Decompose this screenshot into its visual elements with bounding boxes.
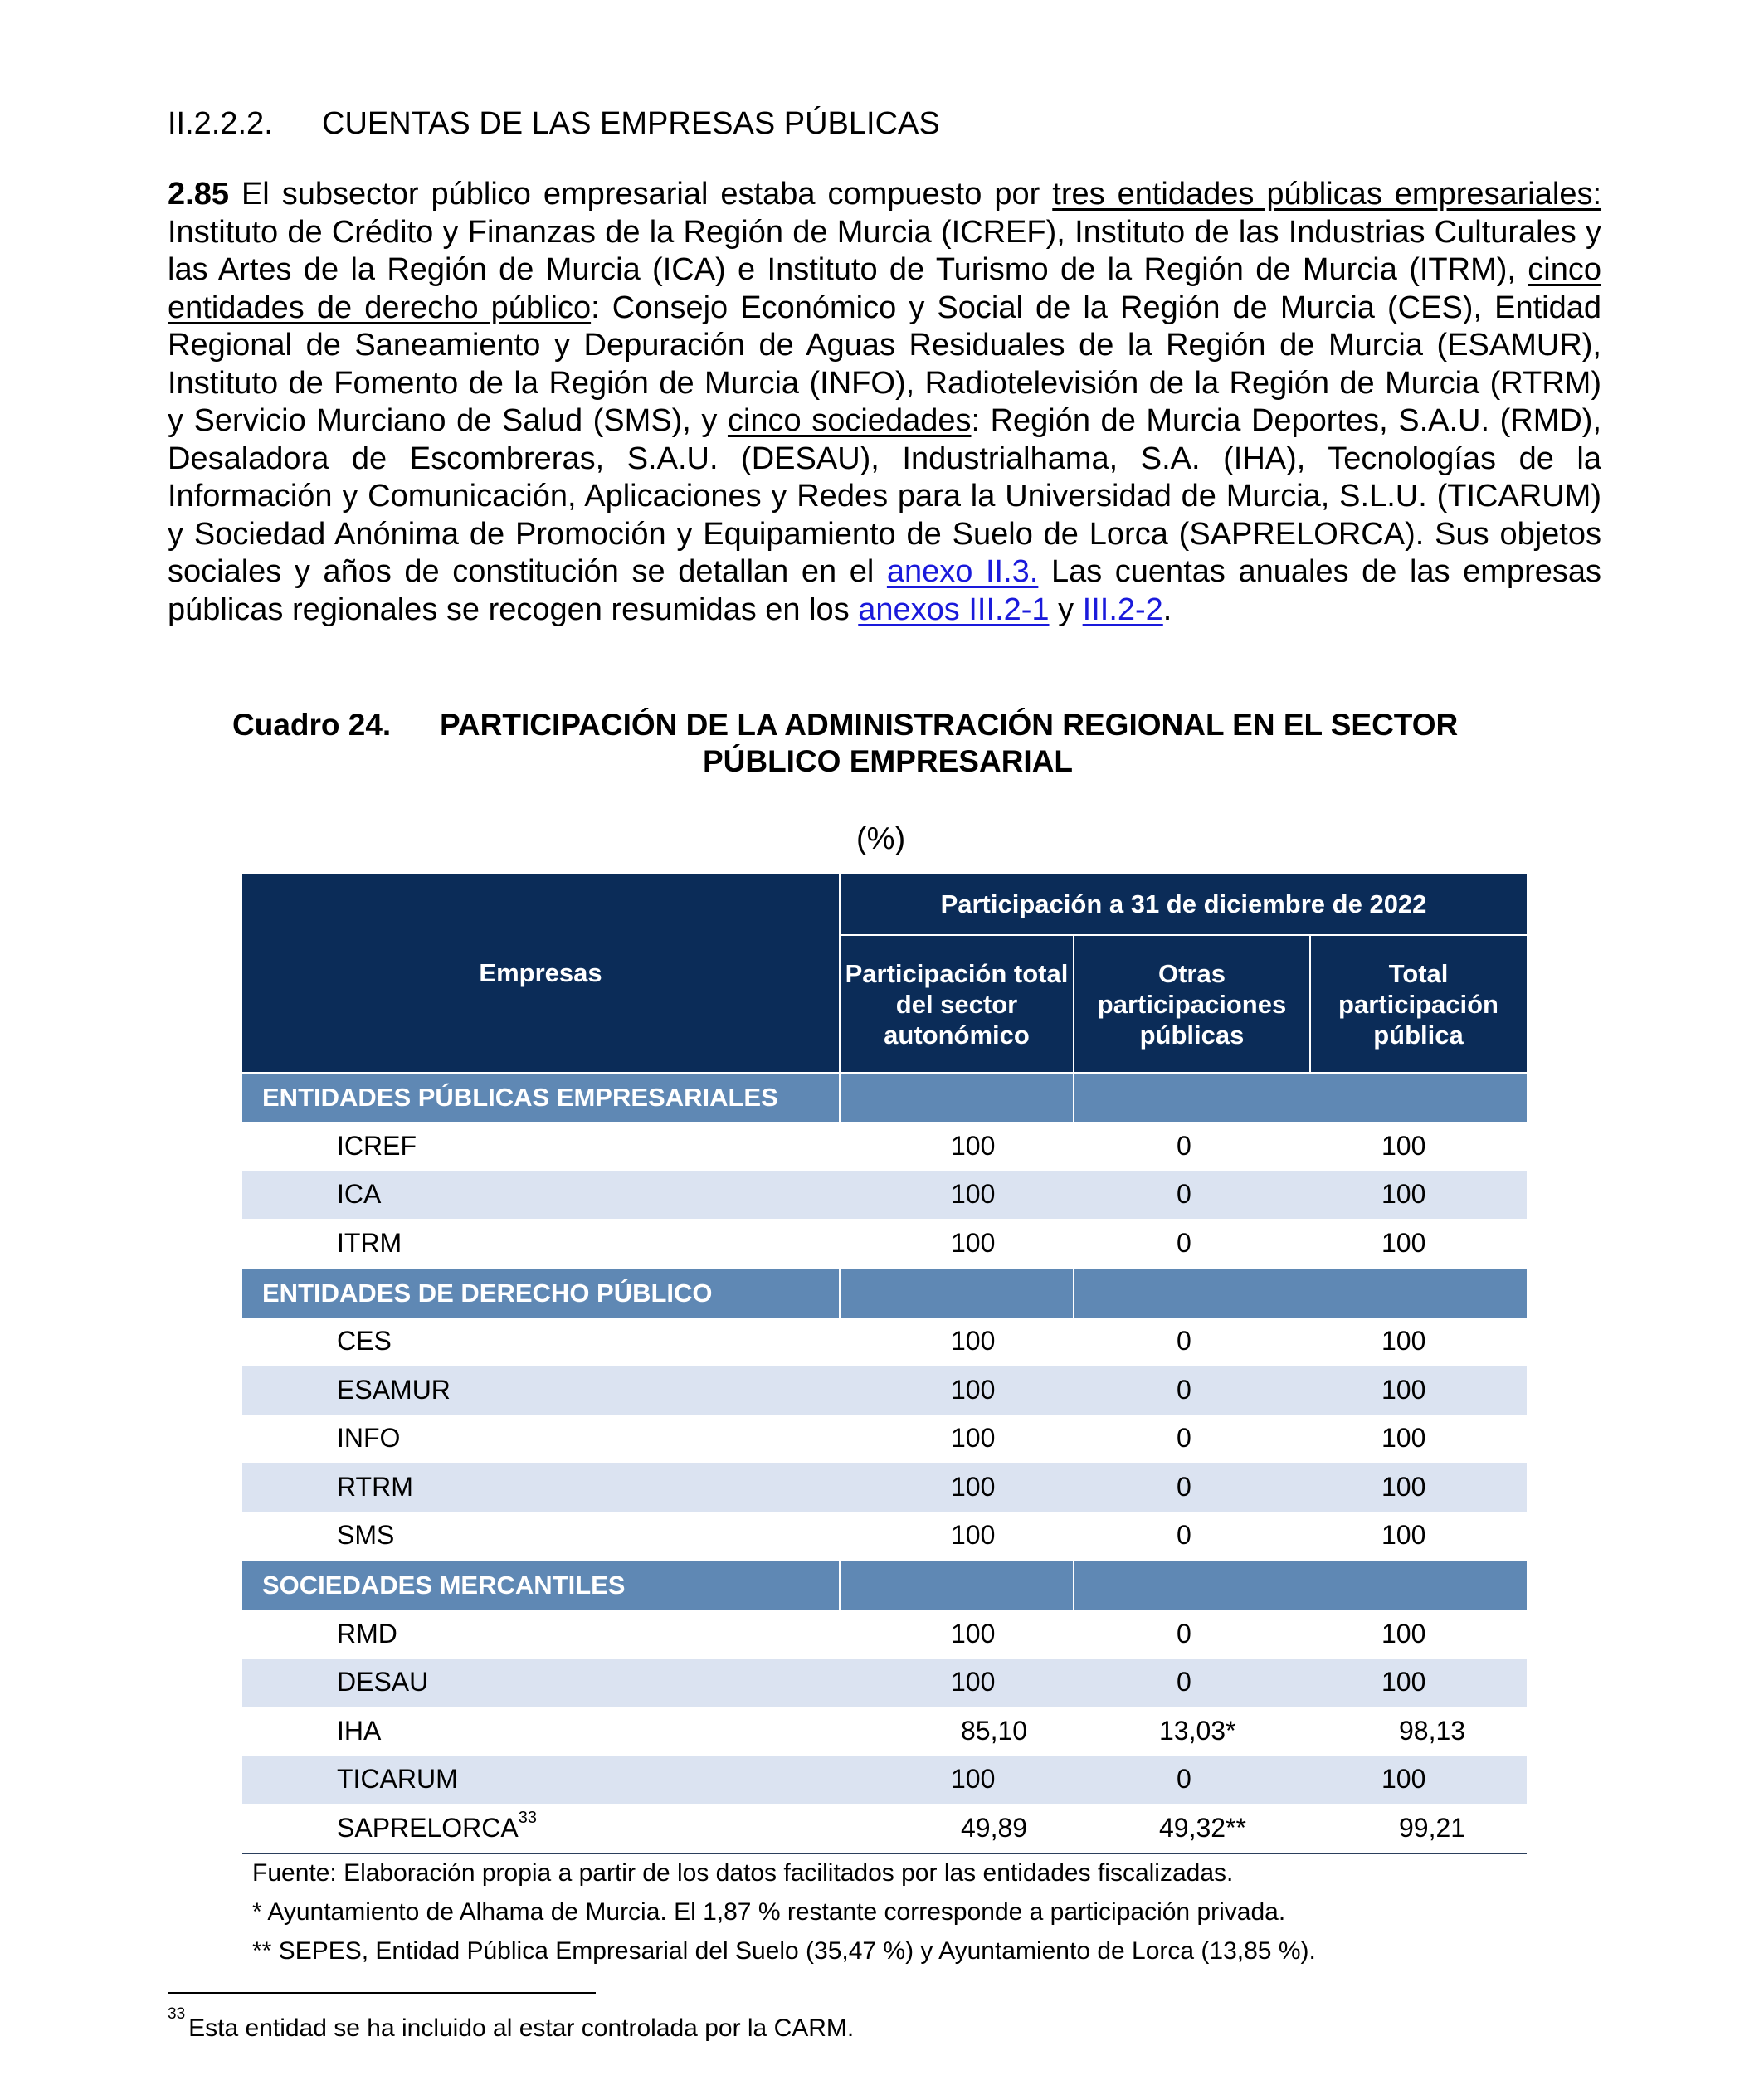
- row-name: [337, 1122, 417, 1171]
- table-row: [242, 1659, 1527, 1707]
- link-anexos-iii2-1[interactable]: anexos III.2-1: [858, 592, 1050, 627]
- cell-sector-autonomico: 85,10: [961, 1715, 1028, 1746]
- caption-title-line1: PARTICIPACIÓN DE LA ADMINISTRACIÓN REGIONAL EN EL SECTOR: [440, 708, 1459, 742]
- section-number: II.2.2.2.: [168, 106, 273, 141]
- underlined-sociedades: cinco sociedades: [727, 403, 972, 438]
- cell-sector-autonomico: 100: [951, 1130, 996, 1161]
- cell-total-participacion: 99,21: [1399, 1812, 1466, 1843]
- cell-total-participacion: 100: [1381, 1179, 1426, 1210]
- cell-total-participacion: 100: [1381, 1520, 1426, 1551]
- cell-total-participacion: 100: [1381, 1471, 1426, 1502]
- row-name: [337, 1756, 458, 1805]
- column-divider: [1073, 1074, 1074, 1122]
- cell-sector-autonomico: 100: [951, 1423, 996, 1454]
- cell-total-participacion: 100: [1381, 1374, 1426, 1405]
- cell-sector-autonomico: 100: [951, 1618, 996, 1649]
- row-name: [337, 1707, 381, 1756]
- cell-total-participacion: 100: [1381, 1130, 1426, 1161]
- paragraph-text-2: Instituto de Crédito y Finanzas de la Región de Murcia (ICREF), Instituto de las Industrias Culturales y las Artes de la Región de Murcia (ICA) e Instituto de Turismo de la Región de Murcia (ITRM),: [168, 214, 1601, 287]
- underlined-edp: cinco entidades de derecho público: [168, 252, 1601, 325]
- cell-otras-participaciones: 0: [1177, 1179, 1191, 1210]
- cell-total-participacion: 100: [1381, 1227, 1426, 1258]
- cell-sector-autonomico: 100: [951, 1520, 996, 1551]
- column-divider: [839, 1561, 841, 1610]
- cell-total-participacion: 100: [1381, 1667, 1426, 1698]
- footnote-text: Esta entidad se ha incluido al estar controlada por la CARM.: [188, 2014, 855, 2042]
- group-header-row: [242, 1072, 1527, 1122]
- column-divider: [839, 1074, 841, 1122]
- table-row: [242, 1122, 1527, 1171]
- row-name-text: DESAU: [337, 1667, 429, 1698]
- caption-number: Cuadro 24.: [232, 708, 392, 742]
- cell-otras-participaciones: 0: [1177, 1764, 1191, 1795]
- table-row: [242, 1512, 1527, 1561]
- footnote-ref: 33: [518, 1808, 537, 1827]
- paragraph-text-4: : Región de Murcia Deportes, S.A.U. (RMD), Desaladora de Escombreras, S.A.U. (DESAU), Industrialhama, S.A. (IHA), Tecnologías de la Información y Comunicación, Aplicaciones y Redes para la Universidad de Murcia, S.L.U. (TICARUM) y Sociedad Anónima de Promoción y Equipamiento de Suelo de Lorca (SAPRELORCA). Sus objetos sociales y años de constitución se detallan en el: [168, 403, 1602, 589]
- header-group: Participación a 31 de diciembre de 2022: [841, 874, 1527, 936]
- group-header-row: [242, 1560, 1527, 1610]
- row-name: [337, 1415, 400, 1464]
- cell-otras-participaciones: 0: [1177, 1520, 1191, 1551]
- row-name: [337, 1463, 413, 1512]
- row-name-text: SAPRELORCA: [337, 1812, 519, 1843]
- table-row: [242, 1756, 1527, 1805]
- cell-sector-autonomico: 100: [951, 1667, 996, 1698]
- cell-sector-autonomico: 100: [951, 1471, 996, 1502]
- cell-sector-autonomico: 100: [951, 1326, 996, 1357]
- footnote-divider: [168, 1992, 596, 1994]
- row-name-text: ICA: [337, 1179, 382, 1210]
- row-name: [337, 1318, 392, 1366]
- table-row: [242, 1318, 1527, 1366]
- row-name-text: RMD: [337, 1618, 397, 1649]
- table-row: [242, 1171, 1527, 1220]
- cell-otras-participaciones: 13,03*: [1159, 1715, 1236, 1746]
- caption-title-line2: PÚBLICO EMPRESARIAL: [702, 744, 1074, 778]
- cell-sector-autonomico: 100: [951, 1764, 996, 1795]
- header-empresas: Empresas: [242, 874, 841, 1072]
- table-row: [242, 1707, 1527, 1756]
- link-iii2-2[interactable]: III.2-2: [1082, 592, 1163, 627]
- cell-otras-participaciones: 0: [1177, 1471, 1191, 1502]
- cell-otras-participaciones: 0: [1177, 1227, 1191, 1258]
- paragraph-text-1: El subsector público empresarial estaba compuesto por: [228, 177, 1053, 212]
- table-row: [242, 1415, 1527, 1464]
- row-name: [337, 1219, 402, 1268]
- table-header: [242, 874, 1527, 1072]
- group-header-row: [242, 1268, 1527, 1318]
- row-name-text: RTRM: [337, 1471, 413, 1502]
- row-name-text: ITRM: [337, 1227, 402, 1258]
- header-col1: Participación total del sector autonómico: [841, 936, 1074, 1072]
- table-body: [242, 1072, 1527, 1853]
- body-paragraph: [168, 176, 1601, 629]
- paragraph-text-3: : Consejo Económico y Social de la Región de Murcia (CES), Entidad Regional de Saneamiento y Depuración de Aguas Residuales de la Región de Murcia (ESAMUR), Instituto de Fomento de la Región de Murcia (INFO), Radiotelevisión de la Región de Murcia (RTRM) y Servicio Murciano de Salud (SMS), y: [168, 290, 1601, 438]
- row-name: [337, 1171, 381, 1220]
- footnote: [168, 2005, 855, 2043]
- section-heading: [168, 106, 940, 142]
- cell-otras-participaciones: 0: [1177, 1374, 1191, 1405]
- row-name-text: IHA: [337, 1715, 382, 1746]
- paragraph-text-5: Las cuentas anuales de las empresas públicas regionales se recogen resumidas en los: [168, 554, 1601, 627]
- row-name: [337, 1659, 428, 1707]
- cell-total-participacion: 100: [1381, 1618, 1426, 1649]
- cell-otras-participaciones: 49,32**: [1159, 1812, 1246, 1843]
- underlined-epe: tres entidades públicas empresariales:: [1052, 177, 1602, 212]
- row-name-text: INFO: [337, 1423, 401, 1454]
- cell-sector-autonomico: 100: [951, 1374, 996, 1405]
- table-row: [242, 1610, 1527, 1659]
- group-label: ENTIDADES DE DERECHO PÚBLICO: [262, 1278, 713, 1308]
- row-name-text: CES: [337, 1326, 392, 1357]
- table-row: [242, 1463, 1527, 1512]
- cell-otras-participaciones: 0: [1177, 1130, 1191, 1161]
- cell-otras-participaciones: 0: [1177, 1326, 1191, 1357]
- cell-otras-participaciones: 0: [1177, 1618, 1191, 1649]
- cell-total-participacion: 98,13: [1399, 1715, 1466, 1746]
- column-divider: [839, 1269, 841, 1318]
- section-title: CUENTAS DE LAS EMPRESAS PÚBLICAS: [322, 106, 940, 141]
- cell-otras-participaciones: 0: [1177, 1667, 1191, 1698]
- paragraph-text-7: .: [1162, 592, 1172, 627]
- note-source: Fuente: Elaboración propia a partir de los datos facilitados por las entidades fiscalizadas.: [252, 1859, 1234, 1887]
- row-name: [337, 1804, 537, 1853]
- row-name-text: ICREF: [337, 1130, 417, 1161]
- cell-total-participacion: 100: [1381, 1764, 1426, 1795]
- participation-table: [242, 874, 1527, 1854]
- cell-sector-autonomico: 49,89: [961, 1812, 1028, 1843]
- column-divider: [1073, 1269, 1074, 1318]
- cell-total-participacion: 100: [1381, 1326, 1426, 1357]
- row-name-text: ESAMUR: [337, 1374, 451, 1405]
- cell-sector-autonomico: 100: [951, 1227, 996, 1258]
- cell-total-participacion: 100: [1381, 1423, 1426, 1454]
- paragraph-ref: 2.85: [168, 177, 229, 212]
- row-name: [337, 1610, 397, 1659]
- row-name-text: SMS: [337, 1520, 395, 1551]
- table-notes: [252, 1853, 1316, 1970]
- group-label: ENTIDADES PÚBLICAS EMPRESARIALES: [262, 1083, 778, 1112]
- note-1: * Ayuntamiento de Alhama de Murcia. El 1,87 % restante corresponde a participación privada.: [252, 1898, 1286, 1926]
- table-row: [242, 1366, 1527, 1415]
- cell-sector-autonomico: 100: [951, 1179, 996, 1210]
- header-col3: Total participación pública: [1338, 958, 1498, 1050]
- note-2: ** SEPES, Entidad Pública Empresarial del Suelo (35,47 %) y Ayuntamiento de Lorca (13,85 %).: [252, 1937, 1316, 1965]
- cell-otras-participaciones: 0: [1177, 1423, 1191, 1454]
- footnote-mark: 33: [168, 2005, 186, 2023]
- column-divider: [1073, 1561, 1074, 1610]
- row-name-text: TICARUM: [337, 1764, 458, 1795]
- table-row: [242, 1804, 1527, 1853]
- table-caption: [232, 707, 1543, 780]
- paragraph-text-6: y: [1049, 592, 1083, 627]
- group-label: SOCIEDADES MERCANTILES: [262, 1571, 626, 1600]
- table-unit: (%): [856, 821, 906, 856]
- link-anexo-ii3[interactable]: anexo II.3.: [886, 554, 1039, 589]
- row-name: [337, 1512, 394, 1561]
- table-row: [242, 1219, 1527, 1268]
- row-name: [337, 1366, 451, 1415]
- header-col2: Otras participaciones públicas: [1074, 936, 1311, 1072]
